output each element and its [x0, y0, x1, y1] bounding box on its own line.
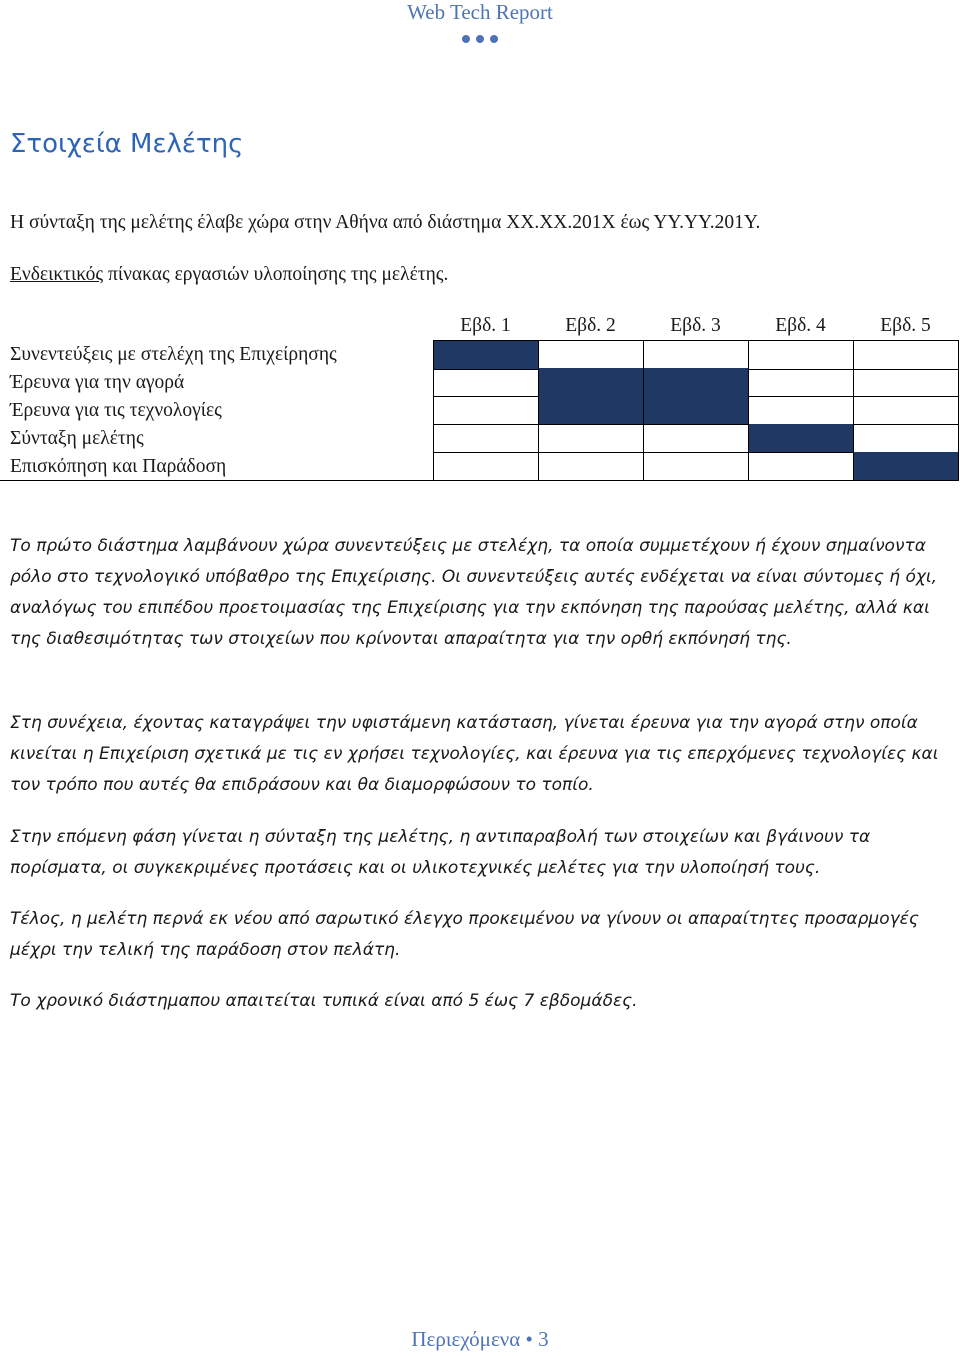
footer-page-label: Περιεχόμενα • 3	[411, 1327, 549, 1351]
gantt-task-labels	[10, 341, 337, 481]
paragraph-study-writing: Στην επόμενη φάση γίνεται η σύνταξη της μελέτης, η αντιπαραβολή των στοιχείων και βγάινουν τα πορίσματα, οι συγκεκριμένες προτάσεις και οι υλικοτεχνικές μελέτες για την υλοποίησή τους.	[10, 827, 871, 878]
paragraph-duration: Το χρονικό διάστημαπου απαιτείται τυπικά είναι από 5 έως 7 εβδομάδες.	[10, 991, 638, 1011]
gantt-row	[434, 368, 959, 397]
gantt-bar-cell	[644, 396, 749, 424]
date-line: Η σύνταξη της μελέτης έλαβε χώρα στην Αθήνα από διάστημα ΧΧ.ΧΧ.201Χ έως ΥΥ.ΥΥ.201Υ.	[10, 212, 761, 233]
week-header: Εβδ. 4	[775, 315, 826, 336]
gantt-empty-cell	[749, 368, 854, 396]
gantt-bar-cell	[644, 368, 749, 396]
paragraph-market-research: Στη συνέχεια, έχοντας καταγράψει την υφιστάμενη κατάσταση, γίνεται έρευνα για την αγορά στην οποία κινείται η Επιχείριση σχετικά με τις εν χρήσει τεχνολογίες, και έρευνα για τις επερχόμενες τεχνολογίες και τον τρόπο που αυτές θα επιδράσουν και θα διαμορφώσουν το τοπίο.	[10, 713, 939, 795]
caption-underlined-word: Ενδεικτικός	[10, 264, 104, 285]
week-header: Εβδ. 1	[460, 315, 511, 336]
gantt-row	[434, 452, 959, 481]
gantt-empty-cell	[854, 424, 959, 452]
gantt-bar-cell	[854, 452, 959, 480]
gantt-empty-cell	[434, 396, 539, 424]
gantt-empty-cell	[539, 341, 644, 369]
gantt-empty-cell	[434, 452, 539, 480]
gantt-empty-cell	[539, 424, 644, 452]
gantt-empty-cell	[749, 341, 854, 369]
gantt-bar-cell	[539, 368, 644, 396]
gantt-bar-cell	[434, 341, 539, 369]
task-label: Σύνταξη μελέτης	[10, 428, 144, 449]
table-caption	[10, 262, 448, 288]
week-header: Εβδ. 5	[880, 315, 931, 336]
gantt-row	[434, 340, 959, 370]
task-label: Επισκόπηση και Παράδοση	[10, 456, 227, 477]
paragraph-interviews: Το πρώτο διάστημα λαμβάνουν χώρα συνεντεύξεις με στελέχη, τα οποία συμμετέχουν ή έχουν σημαίνοντα ρόλο στο τεχνολογικό υπόβαθρο της Επιχείρισης. Οι συνεντεύξεις αυτές ενδέχεται να είναι σύντομες ή όχι, αναλόγως του επιπέδου προετοιμασίας της Επιχείρισης για την εκπόνηση της παρούσας μελέτης, αλλά και της διαθεσιμότητας των στοιχείων που κρίνονται απαραίτητα για την ορθή εκπόνησή της.	[10, 536, 938, 649]
gantt-empty-cell	[854, 368, 959, 396]
gantt-empty-cell	[749, 396, 854, 424]
section-title: Στοιχεία Μελέτης	[10, 129, 244, 159]
caption-rest: πίνακας εργασιών υλοποίησης της μελέτης.	[103, 264, 449, 285]
task-label: Έρευνα για την αγορά	[10, 372, 185, 393]
gantt-empty-cell	[644, 424, 749, 452]
gantt-row	[434, 424, 959, 453]
gantt-empty-cell	[854, 341, 959, 369]
paragraph-review: Τέλος, η μελέτη περνά εκ νέου από σαρωτικό έλεγχο προκειμένου να γίνουν οι απαραίτητες προσαρμογές μέχρι την τελική της παράδοση στον πελάτη.	[10, 909, 919, 960]
gantt-empty-cell	[539, 452, 644, 480]
gantt-bar-cell	[749, 424, 854, 452]
gantt-empty-cell	[644, 341, 749, 369]
gantt-empty-cell	[434, 424, 539, 452]
header-title: Web Tech Report	[407, 0, 553, 24]
ellipsis-dots-icon	[0, 33, 960, 43]
gantt-empty-cell	[434, 368, 539, 396]
gantt-bottom-rule	[0, 480, 958, 481]
week-header: Εβδ. 3	[670, 315, 721, 336]
task-label: Συνεντεύξεις με στελέχη της Επιχείρησης	[10, 344, 337, 365]
gantt-row	[434, 396, 959, 425]
gantt-empty-cell	[644, 452, 749, 480]
gantt-bar-cell	[539, 396, 644, 424]
week-header: Εβδ. 2	[565, 315, 616, 336]
gantt-empty-cell	[854, 396, 959, 424]
gantt-grid	[433, 340, 959, 481]
task-label: Έρευνα για τις τεχνολογίες	[10, 400, 222, 421]
gantt-empty-cell	[749, 452, 854, 480]
